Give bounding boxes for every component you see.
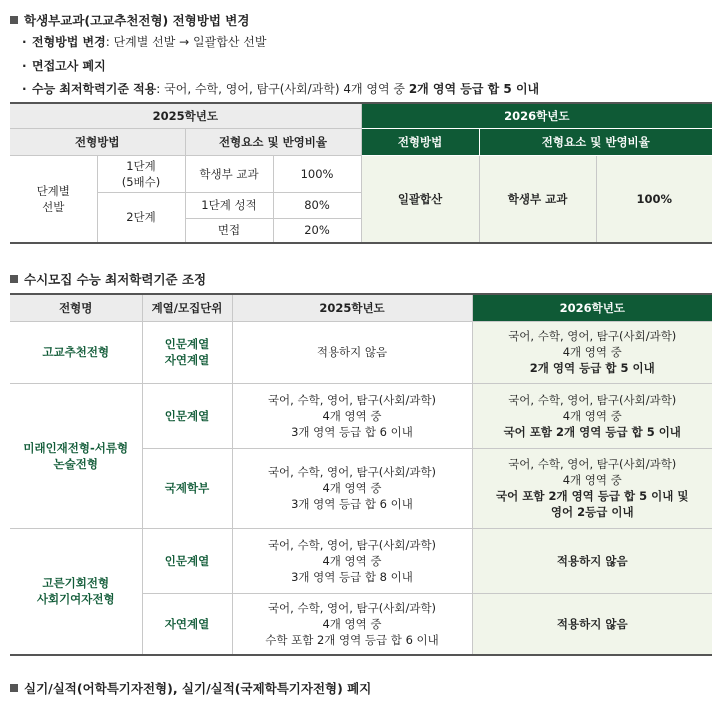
y2025-2-1: 국어, 수학, 영어, 탐구(사회/과학) 4개 영역 중 3개 영역 등급 합 6 이내 [232,383,472,448]
dot-icon: · [22,82,27,96]
col-type-header: 전형명 [10,294,142,321]
new-element: 학생부 교과 [479,155,596,243]
section1-title: 학생부교과(고교추천전형) 전형방법 변경 [10,11,249,29]
old-method: 단계별 선발 [10,155,97,243]
bullet-csat-minimum: · 수능 최저학력기준 적용: 국어, 수학, 영어, 탐구(사회/과학) 4개 영역 중 2개 영역 등급 합 5 이내 [22,82,540,96]
group-name-3: 고른기회전형 사회기여자전형 [10,528,142,655]
y2026-3-2-bold: 적용하지 않음 [556,616,628,631]
y2026-2-1 [472,383,712,448]
y2026-2-2-text: 국어, 수학, 영어, 탐구(사회/과학) 4개 영역 중 [508,457,677,487]
col-method-2026: 전형방법 [361,128,479,155]
y2026-3-1-bold: 적용하지 않음 [556,553,628,568]
old-stage1: 1단계 (5배수) [97,155,185,192]
old-ratio-3: 20% [273,218,361,243]
section1-bullets [22,33,539,104]
y2026-1-1-bold: 2개 영역 등급 합 5 이내 [529,361,655,375]
csat-minimum-table [10,293,712,656]
unit-3-1: 인문계열 [142,528,232,593]
square-bullet-icon [10,16,18,24]
y2026-2-1-text: 국어, 수학, 영어, 탐구(사회/과학) 4개 영역 중 [508,392,677,423]
year-2025-header: 2025학년도 [10,103,361,128]
unit-2-2: 국제학부 [142,448,232,528]
bullet-interview: · 면접고사 폐지 [22,58,106,73]
col-method-2025: 전형방법 [10,128,185,155]
section2-title: 수시모집 수능 최저학력기준 조정 [10,270,206,288]
bullet-method-change: · 전형방법 변경: 단계별 선발 → 일괄합산 선발 [22,35,267,49]
old-element-3: 면접 [185,218,273,243]
dot-icon: · [22,58,27,73]
col-2025-header: 2025학년도 [232,294,472,321]
y2026-2-1-bold: 국어 포함 2개 영역 등급 합 5 이내 [503,424,681,439]
dot-icon: · [22,35,27,49]
y2025-3-1: 국어, 수학, 영어, 탐구(사회/과학) 4개 영역 중 3개 영역 등급 합 8 이내 [232,528,472,593]
square-bullet-icon [10,684,18,692]
group-name-1: 고교추천전형 [10,321,142,383]
y2026-1-1 [472,321,712,383]
y2026-2-2 [472,448,712,528]
method-change-table [10,102,712,244]
unit-3-2: 자연계열 [142,593,232,655]
old-element-1: 학생부 교과 [185,155,273,192]
unit-2-1: 인문계열 [142,383,232,448]
section3-title: 실기/실적(어학특기자전형), 실기/실적(국제학특기자전형) 폐지 [10,679,371,697]
y2025-1-1: 적용하지 않음 [232,321,472,383]
col-elements-2026: 전형요소 및 반영비율 [479,128,712,155]
y2026-1-1-text: 국어, 수학, 영어, 탐구(사회/과학) 4개 영역 중 [508,329,677,359]
old-element-2: 1단계 성적 [185,192,273,218]
old-ratio-1: 100% [273,155,361,192]
y2025-3-2: 국어, 수학, 영어, 탐구(사회/과학) 4개 영역 중 수학 포함 2개 영역 등급 합 6 이내 [232,593,472,655]
old-ratio-2: 80% [273,192,361,218]
y2026-3-2 [472,593,712,655]
unit-1-1: 인문계열 자연계열 [142,321,232,383]
square-bullet-icon [10,275,18,283]
col-2026-header: 2026학년도 [472,294,712,321]
new-method: 일괄합산 [361,155,479,243]
old-stage2: 2단계 [97,192,185,243]
group-name-2: 미래인재전형-서류형 논술전형 [10,383,142,528]
new-ratio: 100% [596,155,712,243]
y2026-3-1 [472,528,712,593]
year-2026-header: 2026학년도 [361,103,712,128]
col-unit-header: 계열/모집단위 [142,294,232,321]
col-elements-2025: 전형요소 및 반영비율 [185,128,361,155]
y2026-2-2-bold: 국어 포함 2개 영역 등급 합 5 이내 및 영어 2등급 이내 [496,489,689,519]
y2025-2-2: 국어, 수학, 영어, 탐구(사회/과학) 4개 영역 중 3개 영역 등급 합 6 이내 [232,448,472,528]
